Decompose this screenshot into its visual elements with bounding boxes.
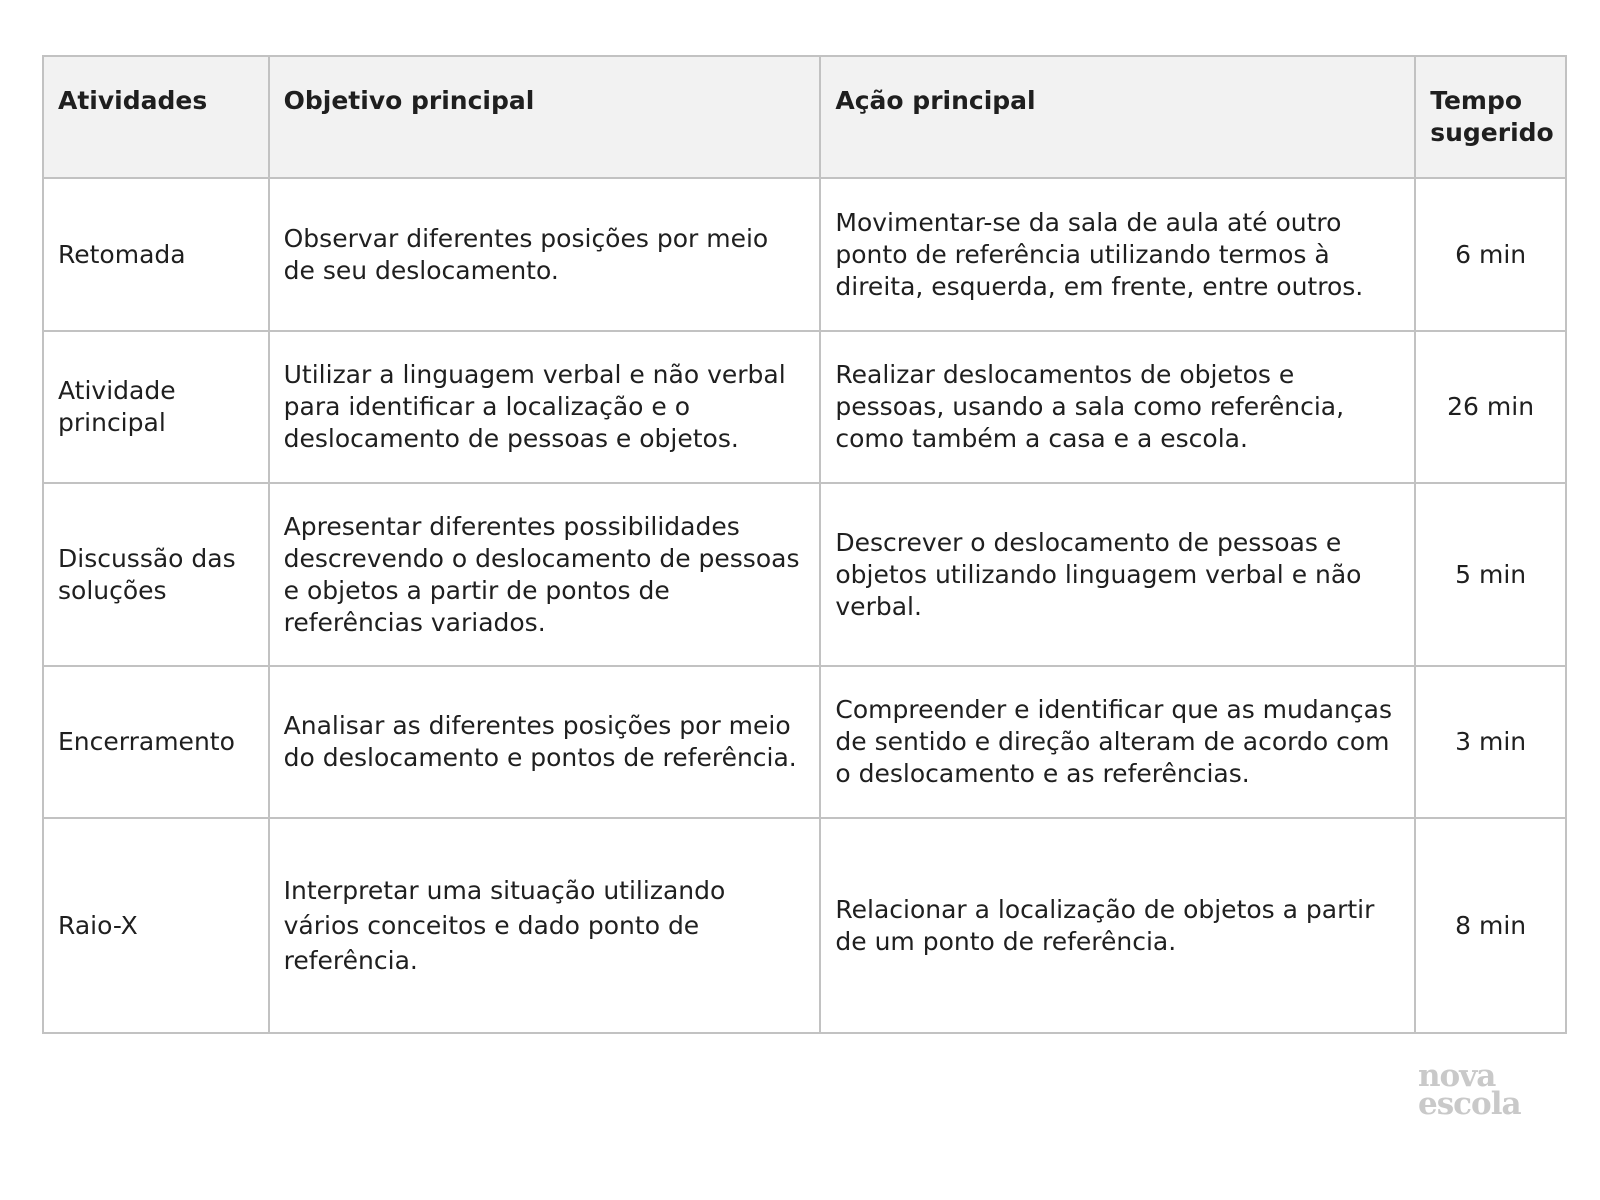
logo-line-escola: escola xyxy=(1418,1086,1521,1122)
action-cell: Movimentar-se da sala de aula até outro ponto de referência utilizando termos à direita, esquerda, em frente, entre outros. xyxy=(820,178,1415,331)
header-activities: Atividades xyxy=(43,56,269,178)
activity-cell: Discussão das soluções xyxy=(43,483,269,666)
time-cell: 8 min xyxy=(1415,818,1566,1033)
activity-cell: Encerramento xyxy=(43,666,269,818)
table-header-row xyxy=(43,56,1566,178)
logo-line-nova: nova xyxy=(1418,1058,1496,1094)
header-objective: Objetivo principal xyxy=(269,56,821,178)
action-cell: Descrever o deslocamento de pessoas e objetos utilizando linguagem verbal e não verbal. xyxy=(820,483,1415,666)
table-row xyxy=(43,818,1566,1033)
objective-cell: Observar diferentes posições por meio de seu deslocamento. xyxy=(269,178,821,331)
activity-cell: Raio-X xyxy=(43,818,269,1033)
table-row xyxy=(43,666,1566,818)
header-time: Tempo sugerido xyxy=(1415,56,1566,178)
time-cell: 3 min xyxy=(1415,666,1566,818)
objective-cell: Apresentar diferentes possibilidades descrevendo o deslocamento de pessoas e objetos a partir de pontos de referências variados. xyxy=(269,483,821,666)
time-cell: 5 min xyxy=(1415,483,1566,666)
nova-escola-logo xyxy=(1418,1058,1538,1122)
table-row xyxy=(43,331,1566,483)
action-cell: Relacionar a localização de objetos a partir de um ponto de referência. xyxy=(820,818,1415,1033)
lesson-plan-table xyxy=(42,55,1567,1034)
objective-cell: Utilizar a linguagem verbal e não verbal para identificar a localização e o deslocamento de pessoas e objetos. xyxy=(269,331,821,483)
header-action: Ação principal xyxy=(820,56,1415,178)
action-cell: Compreender e identificar que as mudanças de sentido e direção alteram de acordo com o deslocamento e as referências. xyxy=(820,666,1415,818)
activity-cell: Retomada xyxy=(43,178,269,331)
objective-cell: Interpretar uma situação utilizando vários conceitos e dado ponto de referência. xyxy=(269,818,821,1033)
objective-cell: Analisar as diferentes posições por meio do deslocamento e pontos de referência. xyxy=(269,666,821,818)
table-row xyxy=(43,178,1566,331)
table-row xyxy=(43,483,1566,666)
activity-cell: Atividade principal xyxy=(43,331,269,483)
time-cell: 26 min xyxy=(1415,331,1566,483)
action-cell: Realizar deslocamentos de objetos e pessoas, usando a sala como referência, como também a casa e a escola. xyxy=(820,331,1415,483)
time-cell: 6 min xyxy=(1415,178,1566,331)
